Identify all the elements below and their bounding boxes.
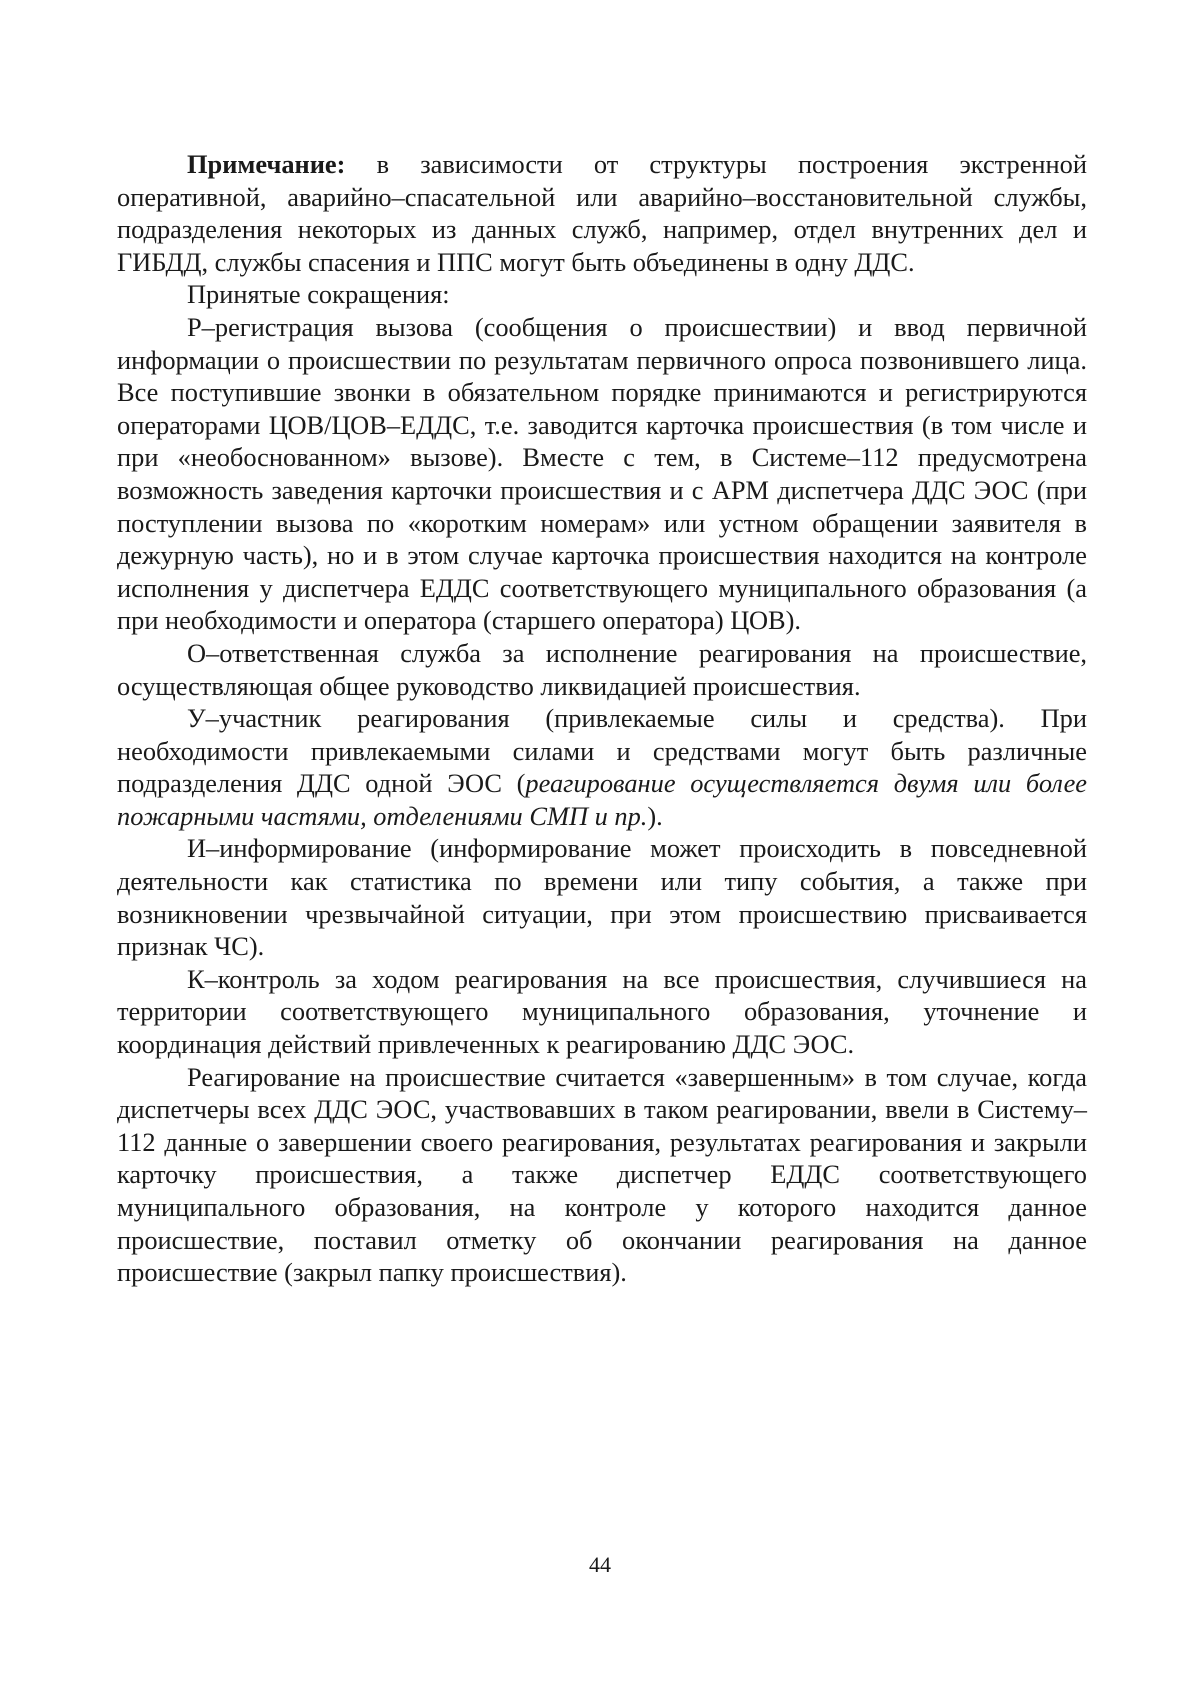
abbreviation-r-paragraph: Р–регистрация вызова (сообщения о происшествии) и ввод первичной информации о происшествии по результатам первичного опроса позвонившего лица. Все поступившие звонки в обязательном порядке принимаются и регистрируются операторами ЦОВ/ЦОВ–ЕДДС, т.е. заводится карточка происшествия (в том числе и при «необоснованном» вызове). Вместе с тем, в Системе–112 предусмотрена возможность заведения карточки происшествия и с АРМ диспетчера ДДС ЭОС (при поступлении вызова по «коротким номерам» или устном обращении заявителя в дежурную часть), но и в этом случае карточка происшествия находится на контроле исполнения у диспетчера ЕДДС соответствующего муниципального образования (а при необходимости и оператора (старшего оператора) ЦОВ). — [117, 311, 1087, 636]
abbreviation-k-paragraph: К–контроль за ходом реагирования на все происшествия, случившиеся на территории соответствующего муниципального образования, уточнение и координация действий привлеченных к реагированию ДДС ЭОС. — [117, 963, 1087, 1060]
abbreviation-u-text: У–участник реагирования (привлекаемые силы и средства). При необходимости привлекаемыми силами и средствами могут быть различные подразделения ДДС одной ЭОС ( — [117, 703, 1087, 799]
note-text: в зависимости от структуры построения экстренной оперативной, аварийно–спасательной или аварийно–восстановительной службы, подразделения некоторых из данных служб, например, отдел внутренних дел и ГИБДД, службы спасения и ППС могут быть объединены в одну ДДС. — [117, 149, 1087, 277]
page-number: 44 — [589, 1552, 611, 1577]
document-page — [117, 148, 1087, 1289]
abbreviation-u-paragraph — [117, 702, 1087, 832]
completion-paragraph: Реагирование на происшествие считается «завершенным» в том случае, когда диспетчеры всех ДДС ЭОС, участвовавших в таком реагировании, ввели в Систему–112 данные о завершении своего реагирования, результатах реагирования и закрыли карточку происшествия, а также диспетчер ЕДДС соответствующего муниципального образования, на контроле у которого находится данное происшествие, поставил отметку об окончании реагирования на данное происшествие (закрыл папку происшествия). — [117, 1061, 1087, 1288]
abbreviation-o-paragraph: О–ответственная служба за исполнение реагирования на происшествие, осуществляющая общее руководство ликвидацией происшествия. — [117, 637, 1087, 701]
abbreviation-u-italic: реагирование осуществляется двумя или более пожарными частями, отделениями СМП и пр. — [117, 768, 1087, 831]
note-label: Примечание: — [187, 149, 346, 179]
abbreviation-u-tail: ). — [647, 800, 663, 831]
abbreviations-heading: Принятые сокращения: — [187, 279, 450, 310]
abbreviation-i-paragraph: И–информирование (информирование может происходить в повседневной деятельности как статистика по времени или типу события, а также при возникновении чрезвычайной ситуации, при этом происшествию присваивается признак ЧС). — [117, 833, 1087, 962]
note-paragraph — [117, 148, 1087, 278]
